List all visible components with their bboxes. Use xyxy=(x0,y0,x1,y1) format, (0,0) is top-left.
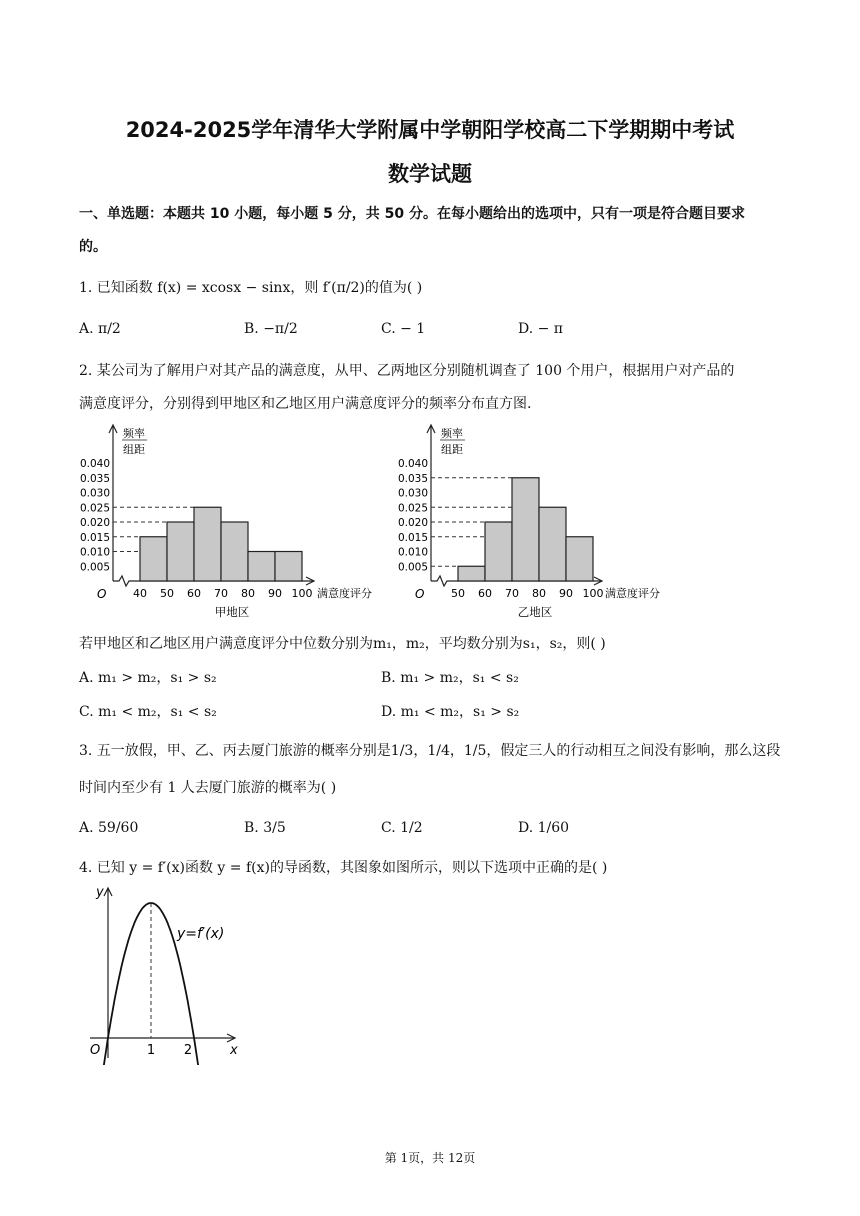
histogram-bar xyxy=(458,566,485,581)
y-tick-label: 0.035 xyxy=(397,472,428,485)
y-axis-label: 频率 xyxy=(123,427,145,440)
derivative-graph xyxy=(80,880,260,1065)
question-1-option-b: B. −π/2 xyxy=(244,321,298,337)
y-tick-label: 0.040 xyxy=(79,458,110,470)
y-tick-label: 0.025 xyxy=(79,502,110,515)
question-2-option-d: D. m₁ < m₂，s₁ > s₂ xyxy=(381,704,520,720)
x-axis-label: 满意度评分 xyxy=(605,587,660,600)
x-tick-label: 2 xyxy=(183,1043,193,1058)
y-axis-label-denominator: 组距 xyxy=(441,443,463,456)
x-tick-label: 40 xyxy=(133,587,147,600)
question-2-option-b: B. m₁ > m₂，s₁ < s₂ xyxy=(381,670,519,686)
question-2-option-a: A. m₁ > m₂，s₁ > s₂ xyxy=(79,670,217,686)
question-3-option-b: B. 3/5 xyxy=(244,820,286,836)
chart-caption: 乙地区 xyxy=(517,605,553,619)
histogram-bar xyxy=(485,522,512,581)
curve-label: y=f′(x) xyxy=(177,926,225,942)
question-3-option-c: C. 1/2 xyxy=(381,820,423,836)
y-axis-label-denominator: 组距 xyxy=(123,443,145,456)
histogram-bar xyxy=(167,522,194,581)
x-tick-label: 90 xyxy=(268,587,282,600)
page-title: 2024-2025学年清华大学附属中学朝阳学校高二下学期期中考试 xyxy=(125,118,735,142)
question-1-option-a: A. π/2 xyxy=(79,321,121,337)
question-2-question: 若甲地区和乙地区用户满意度评分中位数分别为m₁，m₂，平均数分别为s₁，s₂，则( ) xyxy=(79,636,606,652)
y-axis-label: 频率 xyxy=(441,427,463,440)
x-tick-label: 100 xyxy=(291,587,313,600)
y-tick-label: 0.005 xyxy=(79,561,110,574)
x-tick-label: 60 xyxy=(187,587,201,600)
y-tick-label: 0.030 xyxy=(397,487,428,500)
origin-label: O xyxy=(415,587,425,601)
histogram-bar xyxy=(566,537,593,581)
histogram-bar xyxy=(221,522,248,581)
y-tick-label: 0.020 xyxy=(397,517,428,529)
section-heading-cont: 的。 xyxy=(79,239,107,255)
x-axis-label: x xyxy=(230,1043,238,1058)
histogram-yi xyxy=(388,420,688,625)
x-tick-label: 1 xyxy=(146,1043,156,1058)
page-subtitle: 数学试题 xyxy=(388,162,472,186)
y-tick-label: 0.005 xyxy=(397,561,428,574)
x-tick-label: 90 xyxy=(559,587,573,600)
y-tick-label: 0.035 xyxy=(79,472,110,485)
question-2-option-c: C. m₁ < m₂，s₁ < s₂ xyxy=(79,704,217,720)
histogram-bar xyxy=(512,478,539,581)
question-3-option-d: D. 1/60 xyxy=(518,820,570,836)
chart-caption: 甲地区 xyxy=(214,605,250,619)
question-1-stem: 1. 已知函数 f(x) = xcosx − sinx，则 f′(π/2)的值为( ) xyxy=(79,280,423,296)
histogram-bar xyxy=(539,507,566,581)
y-tick-label: 0.030 xyxy=(79,487,110,500)
x-tick-label: 60 xyxy=(478,587,492,600)
question-1-option-d: D. − π xyxy=(518,321,564,337)
y-tick-label: 0.010 xyxy=(397,546,428,559)
histogram-bar xyxy=(140,537,167,581)
origin-label: O xyxy=(90,1043,101,1058)
histogram-jia xyxy=(70,420,410,625)
y-tick-label: 0.015 xyxy=(79,531,110,544)
y-tick-label: 0.015 xyxy=(397,531,428,544)
question-4-stem: 4. 已知 y = f′(x)函数 y = f(x)的导函数，其图象如图所示，则以下选项中正确的是( ) xyxy=(79,860,608,876)
question-3-stem-cont: 时间内至少有 1 人去厦门旅游的概率为( ) xyxy=(79,780,337,796)
x-axis-label: 满意度评分 xyxy=(317,587,372,600)
x-tick-label: 80 xyxy=(532,587,546,600)
histogram-bar xyxy=(194,507,221,581)
y-tick-label: 0.025 xyxy=(397,502,428,515)
x-tick-label: 80 xyxy=(241,587,255,600)
origin-label: O xyxy=(97,587,107,601)
section-heading: 一、单选题：本题共 10 小题，每小题 5 分，共 50 分。在每小题给出的选项中，只有一项是符合题目要求 xyxy=(79,206,745,222)
x-tick-label: 50 xyxy=(160,587,174,600)
y-tick-label: 0.010 xyxy=(79,546,110,559)
question-3-option-a: A. 59/60 xyxy=(79,820,139,836)
question-2-stem: 2. 某公司为了解用户对其产品的满意度，从甲、乙两地区分别随机调查了 100 个用户，根据用户对产品的 xyxy=(79,363,735,379)
page-footer: 第 1页，共 12页 xyxy=(384,1151,476,1165)
question-2-stem-cont: 满意度评分，分别得到甲地区和乙地区用户满意度评分的频率分布直方图. xyxy=(79,396,532,412)
x-tick-label: 70 xyxy=(505,587,519,600)
x-tick-label: 70 xyxy=(214,587,228,600)
x-tick-label: 100 xyxy=(582,587,604,600)
histogram-bar xyxy=(248,552,275,582)
question-1-option-c: C. − 1 xyxy=(381,321,426,337)
y-tick-label: 0.040 xyxy=(397,458,428,470)
question-3-stem: 3. 五一放假，甲、乙、丙去厦门旅游的概率分别是1/3，1/4，1/5，假定三人的行动相互之间没有影响，那么这段 xyxy=(79,743,781,759)
y-tick-label: 0.020 xyxy=(79,517,110,529)
histogram-bar xyxy=(275,552,302,582)
y-axis-label: y xyxy=(96,885,104,900)
x-tick-label: 50 xyxy=(451,587,465,600)
